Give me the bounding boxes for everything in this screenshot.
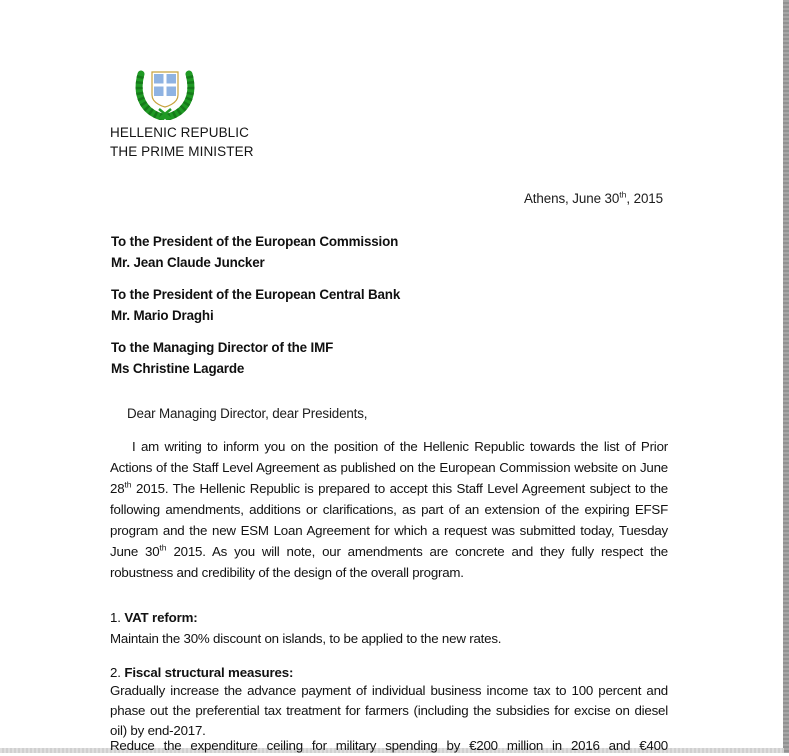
body-paragraph-intro: I am writing to inform you on the position of the Hellenic Republic towards the list of Prior Actions of the Staff Level Agreement as published on the European Commission website on June 28th 2015. The Hellenic Republic is prepared to accept this Staff Level Agreement subject to the following amendments, additions or clarifications, as part of an extension of the expiring EFSF program and the new ESM Loan Agreement for which a request was submitted today, Tuesday June 30th 2015. As you will note, our amendments are concrete and they fully respect the robustness and credibility of the design of the overall program.	[110, 439, 669, 580]
date-line: Athens, June 30th, 2015	[523, 189, 663, 206]
recipient-name: Mr. Mario Draghi	[111, 308, 214, 323]
section-2-paragraph-1: Gradually increase the advance payment of individual business income tax to 100 percent and phase out the preferential tax treatment for farmers (including the subsidies for excise on diesel oil) by end-2017.	[110, 683, 668, 738]
recipient-group	[111, 284, 400, 326]
greek-national-emblem-icon	[132, 62, 198, 120]
salutation: Dear Managing Director, dear Presidents,	[127, 406, 368, 421]
recipient-group	[111, 231, 400, 273]
letterhead-title: THE PRIME MINISTER	[110, 143, 254, 159]
recipient-title: To the Managing Director of the IMF	[111, 340, 334, 355]
section-1-paragraph: Maintain the 30% discount on islands, to be applied to the new rates.	[110, 631, 502, 646]
cross-shield-icon	[152, 72, 178, 107]
section-1-heading: 1. VAT reform:	[110, 610, 198, 625]
section-2-heading: 2. Fiscal structural measures:	[110, 665, 294, 680]
recipient-name: Mr. Jean Claude Juncker	[111, 255, 265, 270]
section-2-paragraph-2: Reduce the expenditure ceiling for military spending by €200 million in 2016 and €400	[110, 738, 668, 753]
letterhead-org: HELLENIC REPUBLIC	[110, 125, 249, 140]
recipient-title: To the President of the European Commission	[111, 234, 399, 249]
letterhead-text	[110, 124, 254, 161]
emblem-svg	[132, 62, 198, 120]
page-edge-right	[783, 0, 789, 753]
recipient-title: To the President of the European Central Bank	[111, 287, 401, 302]
recipient-name: Ms Christine Lagarde	[111, 361, 245, 376]
recipient-group	[111, 337, 400, 379]
recipients-block	[111, 231, 400, 390]
